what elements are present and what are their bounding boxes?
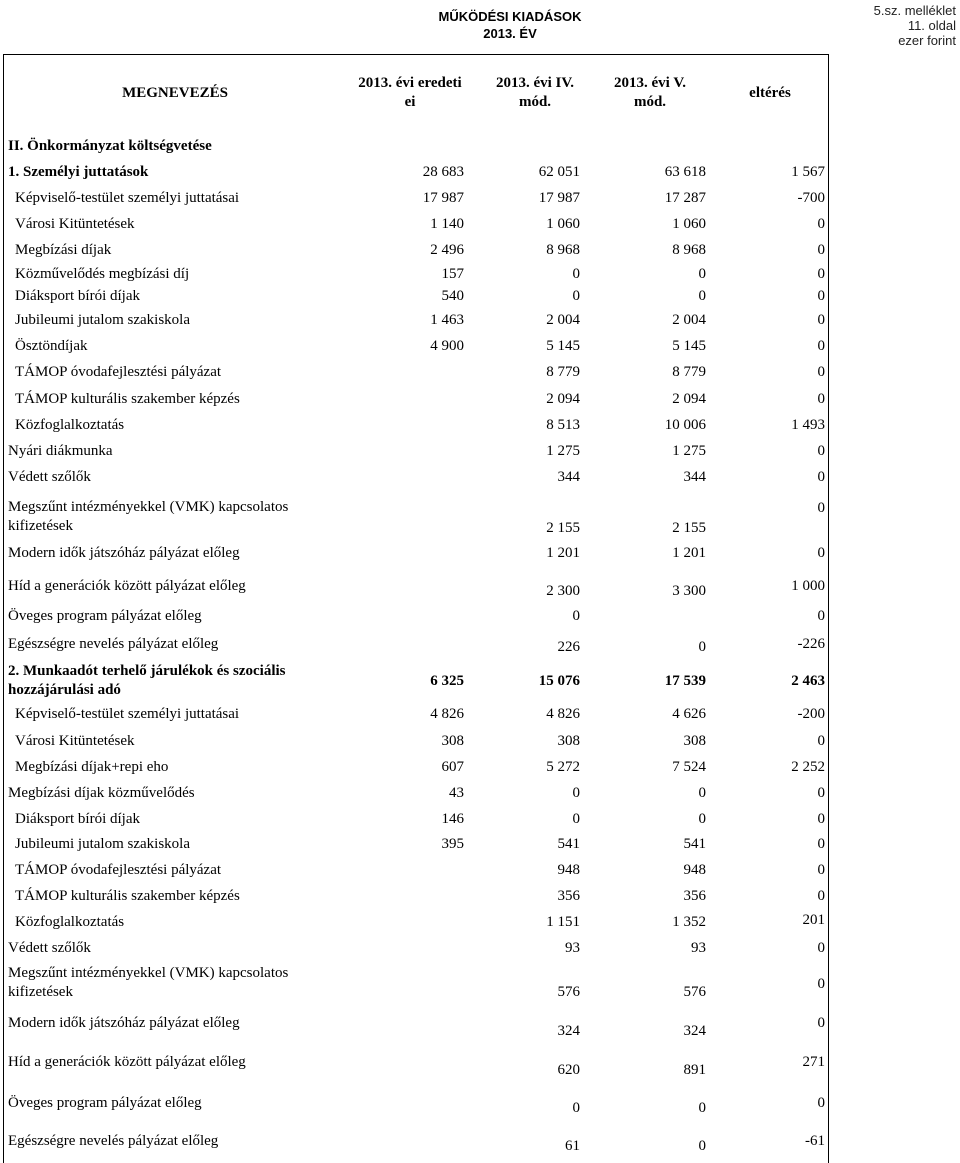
cell-c3: 4 626	[672, 706, 706, 722]
cell-c3: 8 968	[672, 242, 706, 258]
cell-c3: 2 155	[672, 520, 706, 536]
cell-c2: 2 155	[546, 520, 580, 536]
cell-c3: 2 004	[672, 312, 706, 328]
cell-c2: 0	[572, 266, 580, 282]
cell-c4: -226	[797, 636, 825, 652]
cell-c3: 1 060	[672, 216, 706, 232]
cell-c2: 1 201	[546, 545, 580, 561]
cell-c1: 146	[441, 811, 464, 827]
cell-c2: 356	[557, 888, 580, 904]
cell-c4: 0	[817, 862, 825, 878]
cell-c4: 0	[817, 608, 825, 624]
cell-c2: 8 779	[546, 364, 580, 380]
row-label: Közfoglalkoztatás	[15, 914, 125, 930]
cell-c3: 1 275	[672, 443, 706, 459]
cell-c1: 308	[441, 733, 464, 749]
annex-reference	[874, 3, 956, 48]
cell-c4: 0	[817, 940, 825, 956]
cell-c4: 0	[817, 888, 825, 904]
cell-c4: 2 463	[791, 673, 825, 689]
row-label: 1. Személyi juttatások	[8, 164, 149, 180]
cell-c3: 63 618	[664, 164, 706, 180]
cell-c4: 0	[817, 733, 825, 749]
cell-c4: 0	[817, 1015, 825, 1031]
cell-c4: 0	[817, 545, 825, 561]
row-label: Védett szőlők	[8, 940, 91, 956]
cell-c1: 157	[441, 266, 464, 282]
document-title	[340, 8, 680, 42]
cell-c3: 5 145	[672, 338, 706, 354]
unit-label: ezer forint	[898, 33, 956, 48]
cell-c4: 0	[817, 391, 825, 407]
cell-c3: 2 094	[672, 391, 706, 407]
cell-c4: 201	[802, 912, 825, 928]
cell-c3: 8 779	[672, 364, 706, 380]
cell-c2: 2 094	[546, 391, 580, 407]
cell-c2: 324	[557, 1023, 580, 1039]
row-label: Jubileumi jutalom szakiskola	[15, 836, 190, 852]
row-label: TÁMOP kulturális szakember képzés	[15, 391, 240, 407]
column-header-name: MEGNEVEZÉS	[122, 85, 228, 101]
cell-c4: 0	[817, 216, 825, 232]
cell-c2: 8 513	[546, 417, 580, 433]
row-label: Egészségre nevelés pályázat előleg	[8, 636, 219, 652]
cell-c4: 0	[817, 288, 825, 304]
row-label: Diáksport bírói díjak	[15, 811, 140, 827]
cell-c3: 0	[698, 1100, 706, 1116]
cell-c4: 1 493	[791, 417, 825, 433]
cell-c2: 0	[572, 811, 580, 827]
cell-c2: 948	[557, 862, 580, 878]
cell-c3: 7 524	[672, 759, 706, 775]
cell-c3: 0	[698, 1138, 706, 1154]
cell-c3: 1 201	[672, 545, 706, 561]
cell-c4: 0	[817, 836, 825, 852]
row-label: TÁMOP kulturális szakember képzés	[15, 888, 240, 904]
column-header-mod-iv: 2013. évi IV. mód.	[495, 75, 575, 110]
column-header-difference: eltérés	[749, 85, 791, 101]
cell-c1: 43	[449, 785, 464, 801]
cell-c3: 3 300	[672, 583, 706, 599]
cell-c3: 0	[698, 266, 706, 282]
cell-c2: 576	[557, 984, 580, 1000]
cell-c2: 0	[572, 785, 580, 801]
cell-c2: 1 275	[546, 443, 580, 459]
cell-c2: 62 051	[538, 164, 580, 180]
row-label: Diáksport bírói díjak	[15, 288, 140, 304]
cell-c3: 10 006	[664, 417, 706, 433]
cell-c3: 891	[683, 1062, 706, 1078]
cell-c1: 1 140	[430, 216, 464, 232]
title-line-1: MŰKÖDÉSI KIADÁSOK	[438, 9, 582, 24]
cell-c3: 0	[698, 811, 706, 827]
cell-c4: 0	[817, 266, 825, 282]
row-label: Képviselő-testület személyi juttatásai	[15, 190, 240, 206]
cell-c1: 4 900	[430, 338, 464, 354]
cell-c4: 0	[817, 338, 825, 354]
cell-c3: 324	[683, 1023, 706, 1039]
cell-c4: 0	[817, 500, 825, 516]
cell-c3: 0	[698, 785, 706, 801]
row-label: Öveges program pályázat előleg	[8, 608, 202, 624]
cell-c1: 4 826	[430, 706, 464, 722]
cell-c1: 607	[441, 759, 464, 775]
cell-c2: 15 076	[538, 673, 580, 689]
row-label: 2. Munkaadót terhelő járulékok és szociális hozzájárulási adó	[8, 663, 286, 698]
page-number: 11. oldal	[907, 18, 956, 33]
row-label: Városi Kitüntetések	[15, 216, 135, 232]
cell-c2: 620	[557, 1062, 580, 1078]
row-label: Ösztöndíjak	[15, 338, 88, 354]
cell-c4: 0	[817, 312, 825, 328]
cell-c1: 2 496	[430, 242, 464, 258]
row-label: Megbízási díjak+repi eho	[15, 759, 169, 775]
cell-c2: 4 826	[546, 706, 580, 722]
row-label: Modern idők játszóház pályázat előleg	[8, 545, 240, 561]
cell-c2: 226	[557, 639, 580, 655]
column-header-original: 2013. évi eredeti ei	[358, 75, 462, 110]
cell-c3: 93	[691, 940, 706, 956]
cell-c1: 28 683	[422, 164, 464, 180]
cell-c2: 541	[557, 836, 580, 852]
cell-c3: 17 287	[664, 190, 706, 206]
cell-c4: 0	[817, 469, 825, 485]
cell-c4: 0	[817, 443, 825, 459]
cell-c4: -700	[797, 190, 825, 206]
cell-c4: 0	[817, 364, 825, 380]
cell-c3: 0	[698, 288, 706, 304]
cell-c2: 17 987	[538, 190, 580, 206]
cell-c2: 2 300	[546, 583, 580, 599]
cell-c2: 1 060	[546, 216, 580, 232]
cell-c2: 0	[572, 608, 580, 624]
cell-c2: 8 968	[546, 242, 580, 258]
row-label: Modern idők játszóház pályázat előleg	[8, 1015, 240, 1031]
column-header-mod-v: 2013. évi V. mód.	[614, 75, 686, 110]
cell-c4: 1 567	[791, 164, 825, 180]
cell-c2: 308	[557, 733, 580, 749]
cell-c3: 541	[683, 836, 706, 852]
cell-c3: 0	[698, 639, 706, 655]
cell-c2: 344	[557, 469, 580, 485]
cell-c2: 1 151	[546, 914, 580, 930]
cell-c4: 1 000	[791, 578, 825, 594]
row-label: Megszűnt intézményekkel (VMK) kapcsolatos kifizetések	[8, 965, 289, 1000]
section-title: II. Önkormányzat költségvetése	[8, 138, 212, 154]
row-label: Közfoglalkoztatás	[15, 417, 125, 433]
cell-c1: 395	[441, 836, 464, 852]
cell-c2: 0	[572, 288, 580, 304]
annex-number: 5.sz. melléklet	[873, 3, 956, 18]
row-label: Közművelődés megbízási díj	[15, 266, 190, 282]
cell-c2: 93	[565, 940, 580, 956]
cell-c1: 540	[441, 288, 464, 304]
cell-c4: -61	[805, 1133, 825, 1149]
cell-c4: 271	[802, 1054, 825, 1070]
row-label: Jubileumi jutalom szakiskola	[15, 312, 190, 328]
cell-c3: 17 539	[664, 673, 706, 689]
cell-c3: 1 352	[672, 914, 706, 930]
cell-c2: 2 004	[546, 312, 580, 328]
cell-c4: -200	[797, 706, 825, 722]
cell-c2: 5 145	[546, 338, 580, 354]
row-label: Képviselő-testület személyi juttatásai	[15, 706, 240, 722]
cell-c4: 0	[817, 785, 825, 801]
cell-c1: 17 987	[422, 190, 464, 206]
cell-c3: 948	[683, 862, 706, 878]
cell-c3: 576	[683, 984, 706, 1000]
row-label: TÁMOP óvodafejlesztési pályázat	[15, 862, 222, 878]
row-label: Megszűnt intézményekkel (VMK) kapcsolatos kifizetések	[8, 499, 289, 534]
cell-c3: 308	[683, 733, 706, 749]
cell-c4: 0	[817, 242, 825, 258]
cell-c4: 2 252	[791, 759, 825, 775]
row-label: Nyári diákmunka	[8, 443, 113, 459]
row-label: Öveges program pályázat előleg	[8, 1095, 202, 1111]
row-label: Megbízási díjak	[15, 242, 112, 258]
cell-c1: 6 325	[430, 673, 464, 689]
cell-c3: 356	[683, 888, 706, 904]
cell-c4: 0	[817, 1095, 825, 1111]
title-line-2: 2013. ÉV	[483, 26, 537, 41]
cell-c1: 1 463	[430, 312, 464, 328]
cell-c3: 344	[683, 469, 706, 485]
row-label: Védett szőlők	[8, 469, 91, 485]
cell-c4: 0	[817, 976, 825, 992]
cell-c2: 0	[572, 1100, 580, 1116]
cell-c4: 0	[817, 811, 825, 827]
row-label: Híd a generációk között pályázat előleg	[8, 578, 246, 594]
row-label: Egészségre nevelés pályázat előleg	[8, 1133, 219, 1149]
row-label: Híd a generációk között pályázat előleg	[8, 1054, 246, 1070]
row-label: Megbízási díjak közművelődés	[8, 785, 195, 801]
row-label: Városi Kitüntetések	[15, 733, 135, 749]
cell-c2: 5 272	[546, 759, 580, 775]
cell-c2: 61	[565, 1138, 580, 1154]
row-label: TÁMOP óvodafejlesztési pályázat	[15, 364, 222, 380]
